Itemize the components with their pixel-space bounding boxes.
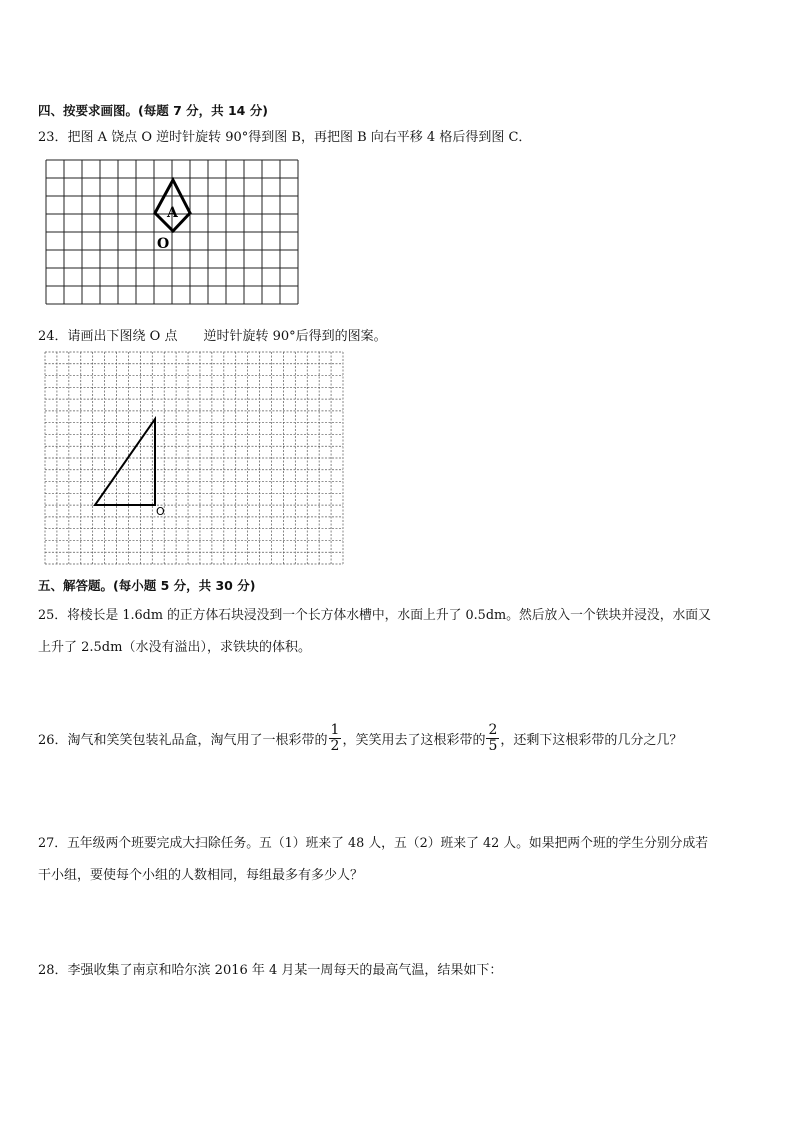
question-28-text: 28．李强收集了南京和哈尔滨 2016 年 4 月某一周每天的最高气温，结果如下：	[38, 963, 503, 978]
question-26-part-3: ，还剩下这根彩带的几分之几？	[500, 733, 683, 748]
q24-grid-figure	[45, 352, 345, 566]
fraction-two-fifths	[486, 723, 499, 754]
question-26-text	[38, 723, 682, 754]
question-26-part-2: ，笑笑用去了这根彩带的	[342, 733, 486, 748]
section-4-heading: 四、按要求画图。(每题 7 分，共 14 分)	[38, 103, 268, 118]
section-5-heading: 五、解答题。(每小题 5 分，共 30 分)	[38, 578, 256, 593]
question-27-line-1: 27．五年级两个班要完成大扫除任务。五（1）班来了 48 人，五（2）班来了 42 人。如果把两个班的学生分别分成若	[38, 836, 709, 851]
fraction-2-denominator: 5	[488, 738, 498, 754]
question-25-line-1: 25．将棱长是 1.6dm 的正方体石块浸没到一个长方体水槽中，水面上升了 0.5dm。然后放入一个铁块并浸没，水面又	[38, 608, 711, 623]
fraction-one-half	[329, 723, 342, 754]
q23-grid-figure	[46, 160, 300, 306]
question-27-line-2: 干小组，要使每个小组的人数相同，每组最多有多少人？	[38, 868, 364, 883]
question-25-line-2: 上升了 2.5dm（水没有溢出），求铁块的体积。	[38, 640, 311, 655]
triangle-shape	[95, 419, 155, 505]
question-24-text: 24．请画出下图绕 O 点 逆时针旋转 90°后得到的图案。	[38, 329, 387, 344]
shape-a-label: A	[167, 205, 178, 221]
fraction-1-numerator: 1	[330, 722, 340, 738]
point-o-label-23: O	[157, 236, 170, 252]
fraction-2-numerator: 2	[488, 722, 498, 738]
fraction-1-denominator: 2	[330, 738, 340, 754]
question-23-text: 23．把图 A 饶点 O 逆时针旋转 90°得到图 B，再把图 B 向右平移 4 格后得到图 C．	[38, 130, 532, 145]
point-o-label-24: O	[156, 505, 165, 518]
question-26-part-1: 26．淘气和笑笑包装礼品盒，淘气用了一根彩带的	[38, 733, 328, 748]
